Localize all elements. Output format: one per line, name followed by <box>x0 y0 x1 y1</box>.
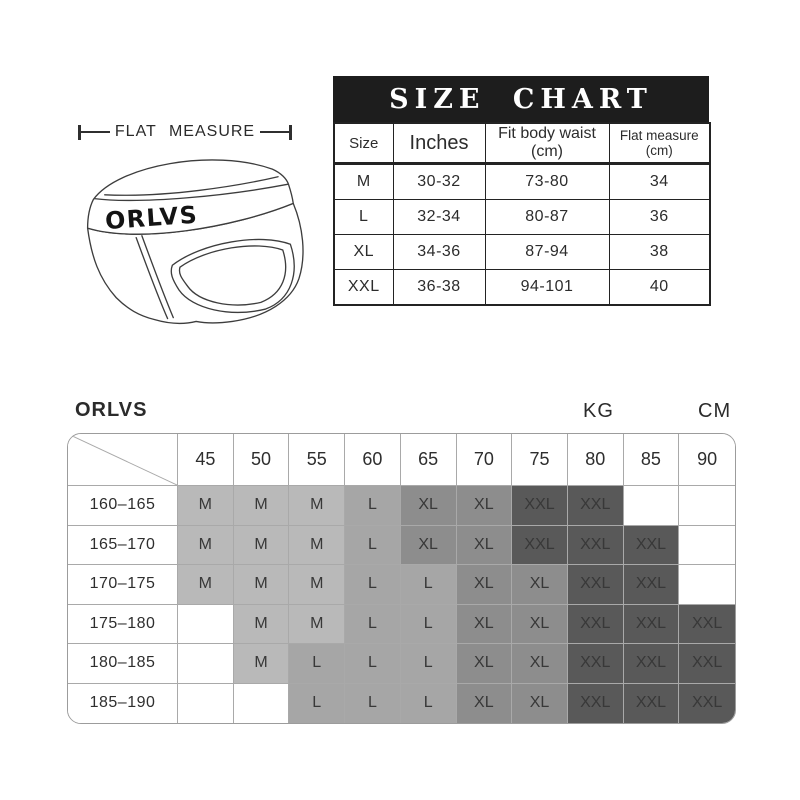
size-chart-row <box>334 270 710 306</box>
matrix-size-cell: L <box>289 644 345 684</box>
matrix-size-cell: XXL <box>568 605 624 645</box>
matrix-size-cell: XXL <box>624 605 680 645</box>
matrix-size-cell: M <box>178 565 234 605</box>
matrix-empty-cell <box>679 486 735 526</box>
matrix-size-cell: L <box>401 684 457 724</box>
matrix-size-cell: M <box>234 644 290 684</box>
size-chart-cell: 36-38 <box>393 270 485 306</box>
matrix-size-cell: XL <box>512 565 568 605</box>
matrix-size-cell: XXL <box>512 486 568 526</box>
matrix-size-cell: XL <box>401 486 457 526</box>
matrix-size-cell: XXL <box>679 684 735 724</box>
matrix-size-cell: L <box>345 486 401 526</box>
height-header-cell: 185–190 <box>68 684 178 724</box>
col-header-flat-measure: Flat measure (cm) <box>609 123 710 164</box>
matrix-size-cell: XXL <box>568 644 624 684</box>
matrix-empty-cell <box>178 644 234 684</box>
height-header-cell: 160–165 <box>68 486 178 526</box>
size-chart-cell: 36 <box>609 200 710 235</box>
matrix-size-cell: M <box>234 486 290 526</box>
height-header-cell: 180–185 <box>68 644 178 684</box>
size-chart-cell: 94-101 <box>485 270 609 306</box>
matrix-size-cell: XXL <box>568 565 624 605</box>
matrix-size-cell: XL <box>457 644 513 684</box>
size-chart-header-row <box>334 123 710 164</box>
col-header-fit-body-waist: Fit body waist (cm) <box>485 123 609 164</box>
size-chart-cell: 30-32 <box>393 164 485 200</box>
matrix-empty-cell <box>679 526 735 566</box>
matrix-empty-cell <box>178 684 234 724</box>
size-chart-cell: 34-36 <box>393 235 485 270</box>
matrix-size-cell: XL <box>512 644 568 684</box>
briefs-illustration <box>80 150 318 331</box>
flat-measure-group <box>78 123 292 141</box>
size-chart-cell: 32-34 <box>393 200 485 235</box>
matrix-size-cell: XL <box>512 684 568 724</box>
matrix-size-cell: XXL <box>624 644 680 684</box>
size-matrix-table <box>67 433 736 724</box>
matrix-size-cell: L <box>401 565 457 605</box>
matrix-size-cell: XL <box>457 605 513 645</box>
matrix-size-cell: M <box>289 565 345 605</box>
matrix-size-cell: XXL <box>512 526 568 566</box>
weight-header-cell: 80 <box>568 434 624 486</box>
matrix-size-cell: XXL <box>679 644 735 684</box>
matrix-size-cell: M <box>289 526 345 566</box>
col-header-size: Size <box>334 123 393 164</box>
matrix-size-cell: M <box>289 605 345 645</box>
weight-header-cell: 65 <box>401 434 457 486</box>
matrix-size-cell: L <box>345 526 401 566</box>
matrix-empty-cell <box>234 684 290 724</box>
height-header-cell: 170–175 <box>68 565 178 605</box>
size-chart-body <box>334 164 710 306</box>
weight-header-cell: 70 <box>457 434 513 486</box>
matrix-size-cell: XXL <box>624 526 680 566</box>
size-chart-table <box>333 122 711 306</box>
size-chart-cell: 87-94 <box>485 235 609 270</box>
matrix-size-cell: M <box>178 486 234 526</box>
matrix-empty-cell <box>178 605 234 645</box>
matrix-size-cell: L <box>345 565 401 605</box>
matrix-size-cell: XL <box>457 684 513 724</box>
flat-measure-label: FLAT MEASURE <box>114 123 256 140</box>
matrix-empty-cell <box>679 565 735 605</box>
matrix-size-cell: XXL <box>624 684 680 724</box>
matrix-size-cell: M <box>178 526 234 566</box>
matrix-size-cell: L <box>401 644 457 684</box>
weight-header-cell: 85 <box>624 434 680 486</box>
matrix-size-cell: L <box>289 684 345 724</box>
size-chart-cell: 38 <box>609 235 710 270</box>
weight-unit-label: KG <box>583 400 614 422</box>
measure-line-left <box>81 131 110 133</box>
size-chart-cell: M <box>334 164 393 200</box>
matrix-size-cell: XXL <box>568 526 624 566</box>
size-chart-row <box>334 235 710 270</box>
size-chart-cell: 40 <box>609 270 710 306</box>
matrix-size-cell: M <box>234 526 290 566</box>
matrix-empty-cell <box>624 486 680 526</box>
height-header-cell: 175–180 <box>68 605 178 645</box>
matrix-size-cell: L <box>345 605 401 645</box>
weight-header-cell: 75 <box>512 434 568 486</box>
matrix-size-cell: XXL <box>624 565 680 605</box>
waistband-logo: ORLVS <box>104 200 200 236</box>
matrix-size-cell: XXL <box>568 684 624 724</box>
size-chart-title: SIZE CHART <box>333 76 709 122</box>
col-header-inches: Inches <box>393 123 485 164</box>
size-chart-row <box>334 200 710 235</box>
matrix-size-cell: XL <box>457 565 513 605</box>
weight-header-cell: 55 <box>289 434 345 486</box>
height-header-cell: 165–170 <box>68 526 178 566</box>
corner-diagonal-line <box>68 434 177 485</box>
matrix-size-cell: M <box>234 605 290 645</box>
size-chart-cell: 34 <box>609 164 710 200</box>
matrix-size-cell: M <box>234 565 290 605</box>
matrix-corner-cell <box>68 434 178 486</box>
matrix-size-cell: M <box>289 486 345 526</box>
size-chart-cell: XL <box>334 235 393 270</box>
measure-line-right <box>260 131 289 133</box>
size-chart-row <box>334 164 710 200</box>
matrix-size-cell: L <box>401 605 457 645</box>
matrix-size-cell: XL <box>457 526 513 566</box>
matrix-size-cell: L <box>345 644 401 684</box>
matrix-size-cell: L <box>345 684 401 724</box>
weight-header-cell: 50 <box>234 434 290 486</box>
weight-header-cell: 45 <box>178 434 234 486</box>
height-unit-label: CM <box>698 400 732 422</box>
size-chart <box>333 76 709 306</box>
matrix-brand-label: ORLVS <box>75 399 148 421</box>
matrix-size-cell: XL <box>401 526 457 566</box>
measure-endcap-right <box>289 125 292 140</box>
size-chart-cell: L <box>334 200 393 235</box>
size-chart-cell: 80-87 <box>485 200 609 235</box>
size-chart-cell: 73-80 <box>485 164 609 200</box>
matrix-size-cell: XL <box>512 605 568 645</box>
matrix-size-cell: XXL <box>568 486 624 526</box>
size-chart-cell: XXL <box>334 270 393 306</box>
weight-header-cell: 60 <box>345 434 401 486</box>
matrix-size-cell: XL <box>457 486 513 526</box>
weight-header-cell: 90 <box>679 434 735 486</box>
matrix-size-cell: XXL <box>679 605 735 645</box>
